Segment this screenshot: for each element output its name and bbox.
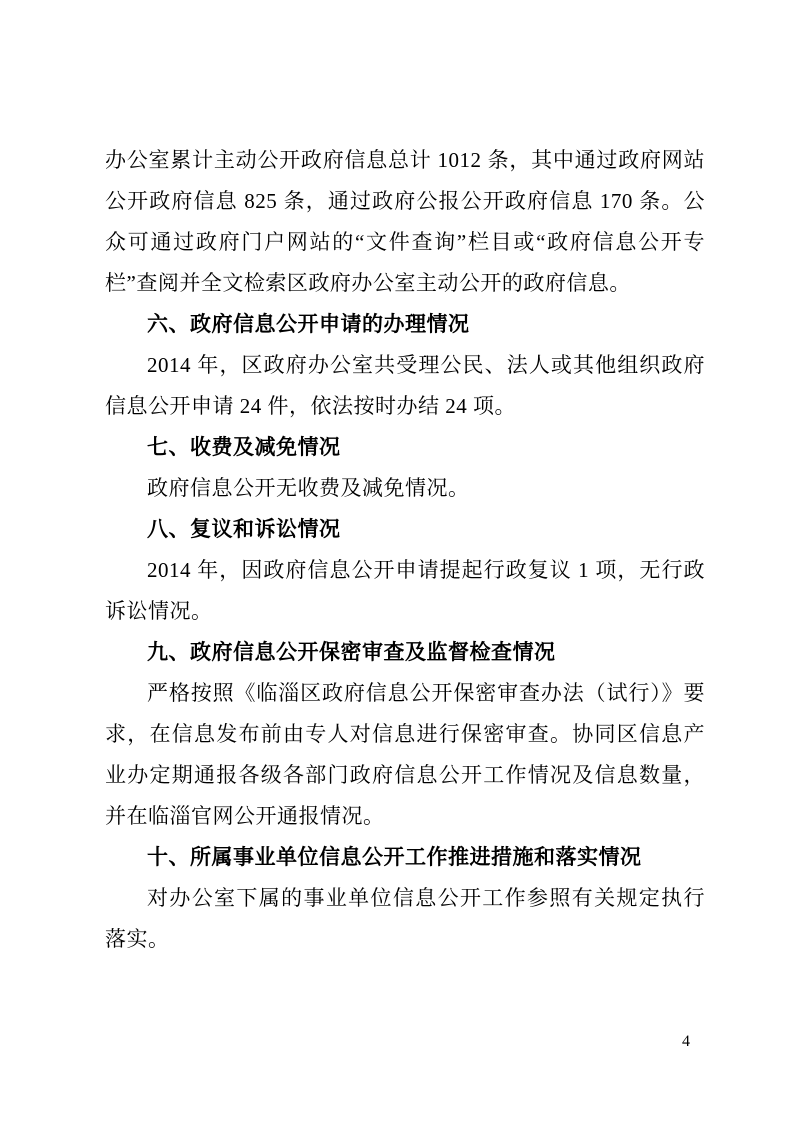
body-paragraph-carryover: 办公室累计主动公开政府信息总计 1012 条，其中通过政府网站公开政府信息 825 条，通过政府公报公开政府信息 170 条。公众可通过政府门户网站的“文件查询”栏目或“政府信息公开专栏”查阅并全文检索区政府办公室主动公开的政府信息。 [105, 148, 705, 295]
body-paragraph-7: 政府信息公开无收费及减免情况。 [147, 476, 470, 500]
body-paragraph-9: 严格按照《临淄区政府信息公开保密审查办法（试行）》要求，在信息发布前由专人对信息进行保密审查。协同区信息产业办定期通报各级各部门政府信息公开工作情况及信息数量，并在临淄官网公开通报情况。 [105, 681, 705, 828]
body-paragraph-8: 2014 年，因政府信息公开申请提起行政复议 1 项，无行政诉讼情况。 [105, 558, 705, 623]
page-number: 4 [682, 1033, 690, 1050]
section-heading-6: 六、政府信息公开申请的办理情况 [147, 313, 470, 336]
body-paragraph-10: 对办公室下属的事业单位信息公开工作参照有关规定执行落实。 [105, 886, 705, 951]
body-paragraph-6: 2014 年，区政府办公室共受理公民、法人或其他组织政府信息公开申请 24 件，依法按时办结 24 项。 [105, 353, 705, 418]
section-heading-9: 九、政府信息公开保密审查及监督检查情况 [147, 641, 556, 664]
section-heading-10: 十、所属事业单位信息公开工作推进措施和落实情况 [147, 846, 642, 869]
section-heading-7: 七、收费及减免情况 [147, 436, 341, 459]
section-heading-8: 八、复议和诉讼情况 [147, 518, 341, 541]
document-body [105, 140, 705, 960]
